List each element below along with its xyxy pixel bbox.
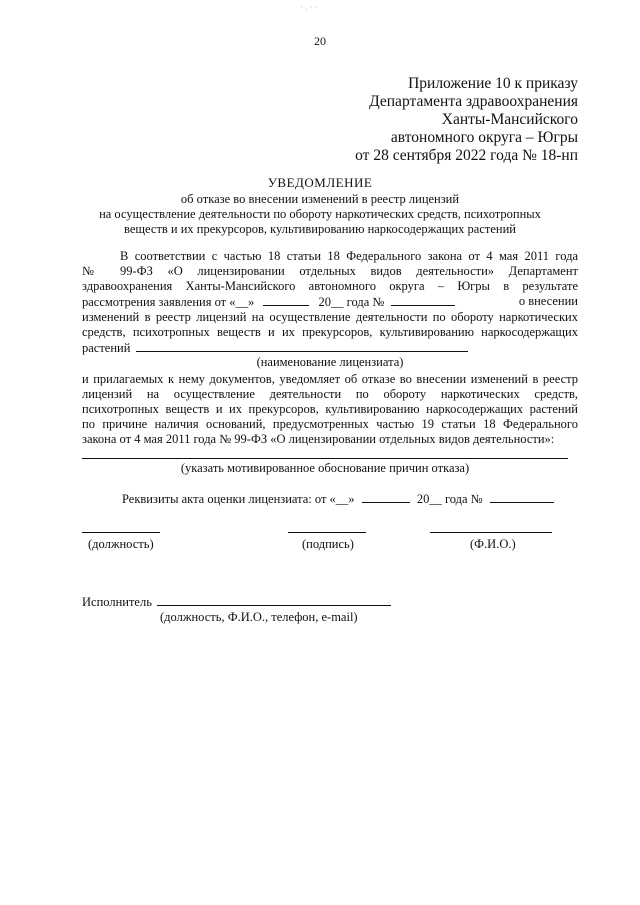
executor-line bbox=[82, 594, 391, 610]
reason-caption: (указать мотивированное обоснование причин отказа) bbox=[180, 461, 470, 475]
signature-line bbox=[288, 532, 366, 533]
body-line: и прилагаемых к нему документов, уведомляет об отказе во внесении изменений в реестр bbox=[82, 372, 578, 386]
requisites-month-blank bbox=[362, 491, 410, 503]
application-line bbox=[82, 294, 578, 310]
appendix-line: Департамента здравоохранения bbox=[369, 93, 578, 110]
application-date-text: рассмотрения заявления от «__» bbox=[82, 295, 255, 309]
body-paragraph-2 bbox=[82, 372, 578, 447]
subtitle-line: об отказе во внесении изменений в реестр лицензий bbox=[180, 192, 460, 206]
licensee-caption: (наименование лицензиата) bbox=[256, 355, 404, 369]
application-month-blank bbox=[263, 294, 309, 306]
appendix-line: от 28 сентября 2022 года № 18-нп bbox=[355, 147, 578, 164]
application-year-text: 20__ года № bbox=[318, 295, 385, 309]
body-line: здравоохранения Ханты-Мансийского автономного округа – Югры в результате bbox=[82, 279, 578, 293]
subtitle-line: на осуществление деятельности по обороту наркотических средств, психотропных bbox=[99, 207, 541, 221]
body-line: изменений в реестр лицензий на осуществление деятельности по обороту наркотических bbox=[82, 310, 578, 324]
document-subtitle bbox=[0, 192, 640, 237]
plants-text: растений bbox=[82, 341, 131, 355]
body-line: № 99-ФЗ «О лицензировании отдельных видов деятельности» Департамент bbox=[82, 264, 578, 278]
reason-line bbox=[82, 458, 568, 459]
licensee-name-blank bbox=[136, 340, 468, 352]
signature-caption: (подпись) bbox=[302, 537, 354, 551]
appendix-line: Ханты-Мансийского bbox=[441, 111, 578, 128]
requisites-number-blank bbox=[490, 491, 554, 503]
executor-blank bbox=[157, 594, 391, 606]
page-number: 20 bbox=[314, 34, 326, 48]
position-caption: (должность) bbox=[88, 537, 154, 551]
body-line: лицензий на осуществление деятельности по обороту наркотических средств, bbox=[82, 387, 578, 401]
body-line: закона от 4 мая 2011 года № 99-ФЗ «О лицензировании отдельных видов деятельности»: bbox=[82, 432, 555, 446]
document-title: УВЕДОМЛЕНИЕ bbox=[267, 175, 373, 190]
body-line bbox=[82, 340, 578, 356]
body-line: психотропных веществ и их прекурсоров, культивированию наркосодержащих растений bbox=[82, 402, 578, 416]
appendix-header bbox=[355, 75, 578, 165]
appendix-line: автономного округа – Югры bbox=[390, 129, 578, 146]
requisites-line bbox=[122, 491, 554, 507]
appendix-line: Приложение 10 к приказу bbox=[408, 75, 578, 92]
name-caption: (Ф.И.О.) bbox=[470, 537, 516, 551]
application-number-blank bbox=[391, 294, 455, 306]
body-line: по причине наличия оснований, предусмотренных частью 19 статьи 18 Федерального bbox=[82, 417, 578, 431]
scan-mark: · . · · bbox=[300, 2, 318, 12]
requisites-text: Реквизиты акта оценки лицензиата: от «__» bbox=[122, 492, 355, 506]
body-paragraph-1 bbox=[82, 249, 578, 356]
body-line: В соответствии с частью 18 статьи 18 Федерального закона от 4 мая 2011 года bbox=[120, 249, 578, 263]
body-line: средств, психотропных веществ и их прекурсоров, культивированию наркосодержащих bbox=[82, 325, 578, 339]
application-about-text: о внесении bbox=[518, 294, 578, 308]
name-line bbox=[430, 532, 552, 533]
position-line bbox=[82, 532, 160, 533]
executor-label: Исполнитель bbox=[82, 595, 152, 609]
requisites-year-text: 20__ года № bbox=[416, 492, 483, 506]
subtitle-line: веществ и их прекурсоров, культивированию наркосодержащих растений bbox=[124, 222, 516, 236]
executor-caption: (должность, Ф.И.О., телефон, e-mail) bbox=[160, 610, 358, 624]
